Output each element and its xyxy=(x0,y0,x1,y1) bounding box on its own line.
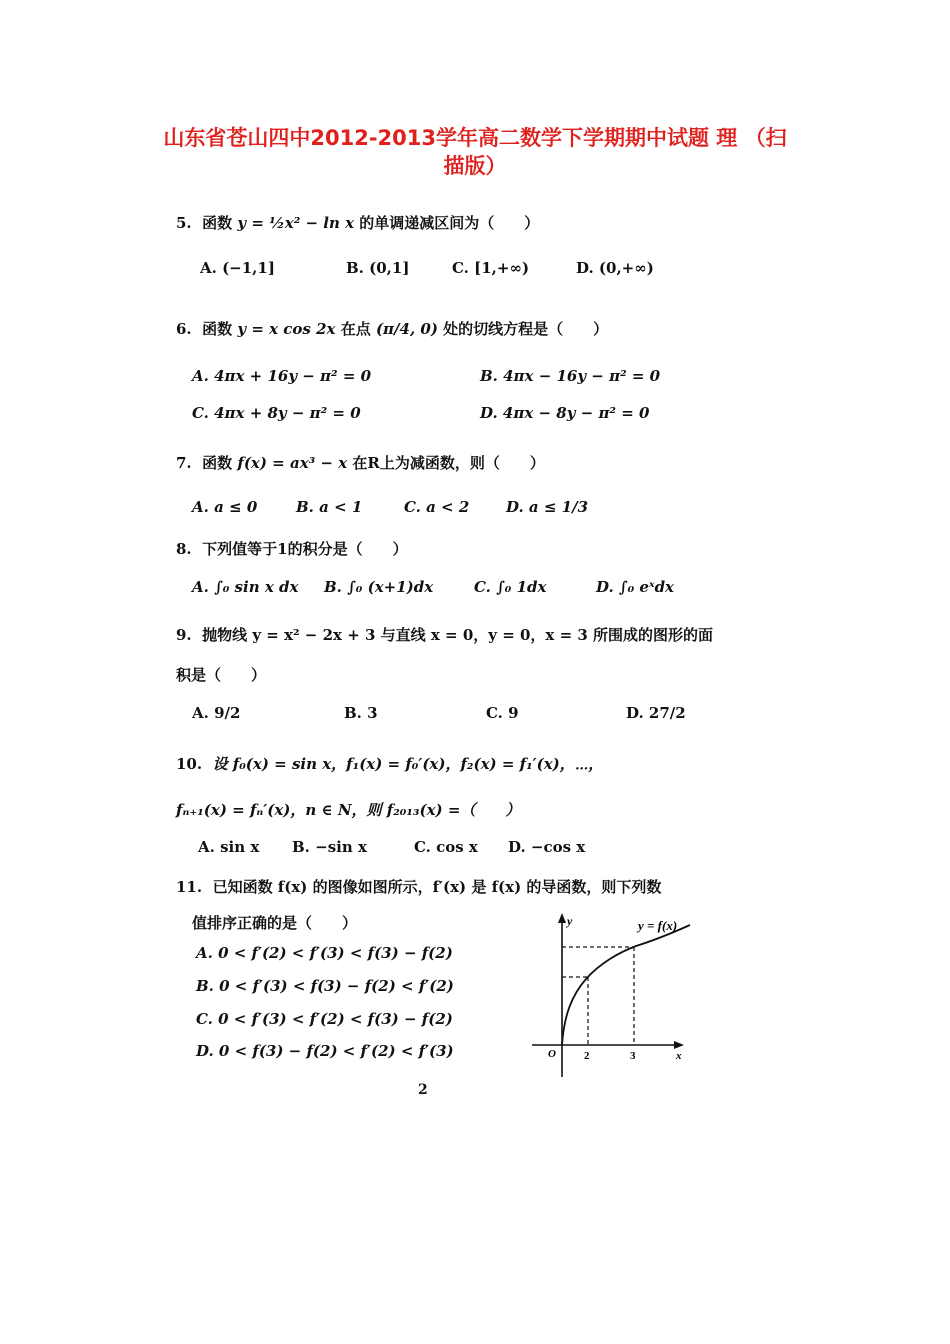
q5-option-d: D. (0,+∞) xyxy=(576,259,654,277)
question-number: 7. xyxy=(176,454,192,472)
question-9-line-2: 积是（ ） xyxy=(176,666,267,684)
page-number: 2 xyxy=(418,1082,428,1098)
question-stem-suffix: 在R上为减函数，则（ ） xyxy=(352,454,545,472)
question-number: 11. xyxy=(176,878,203,896)
q10-option-a: A. sin x xyxy=(198,838,260,856)
question-7 xyxy=(176,452,545,473)
question-stem: 下列值等于1的积分是（ ） xyxy=(202,540,408,558)
question-11-line-2: 值排序正确的是（ ） xyxy=(192,914,358,932)
question-stem-suffix: 的单调递减区间为（ ） xyxy=(359,214,540,232)
q9-option-c: C. 9 xyxy=(486,704,519,722)
q7-option-d: D. a ≤ 1/3 xyxy=(506,498,589,516)
curve-label: y = f(x) xyxy=(638,918,678,933)
question-number: 9. xyxy=(176,626,192,644)
question-10-line-2: fₙ₊₁(x) = fₙ′(x)，n ∈ N，则 f₂₀₁₃(x) =（ ） xyxy=(176,801,521,819)
x-axis-arrow xyxy=(674,1041,684,1049)
q7-option-b: B. a < 1 xyxy=(296,498,363,516)
q6-option-a: A. 4πx + 16y − π² = 0 xyxy=(192,367,372,385)
q8-option-a: A. ∫₀ sin x dx xyxy=(192,578,299,596)
q11-option-a: A. 0 < f′(2) < f′(3) < f(3) − f(2) xyxy=(196,944,453,962)
question-stem-line-1: 抛物线 y = x² − 2x + 3 与直线 x = 0，y = 0，x = 3 所围成的图形的面 xyxy=(202,626,714,644)
tick-3: 3 xyxy=(630,1050,636,1062)
q8-option-c: C. ∫₀ 1dx xyxy=(474,578,547,596)
q9-option-b: B. 3 xyxy=(344,704,378,722)
document-title xyxy=(140,124,810,180)
question-11 xyxy=(176,876,661,897)
q8-option-b: B. ∫₀ (x+1)dx xyxy=(324,578,434,596)
title-line-2: 描版） xyxy=(443,154,507,178)
q8-option-d: D. ∫₀ eˣdx xyxy=(596,578,675,596)
y-axis-arrow xyxy=(558,913,566,923)
q5-option-c: C. [1,+∞) xyxy=(452,259,530,277)
question-stem-suffix: 处的切线方程是（ ） xyxy=(443,320,609,338)
q5-option-a: A. (−1,1] xyxy=(200,259,275,277)
q11-option-d: D. 0 < f(3) − f(2) < f′(2) < f′(3) xyxy=(196,1042,454,1060)
title-line-1: 山东省苍山四中2012-2013学年高二数学下学期期中试题 理 （扫 xyxy=(163,126,787,150)
question-number: 5. xyxy=(176,214,192,232)
q10-option-b: B. −sin x xyxy=(292,838,367,856)
q9-option-d: D. 27/2 xyxy=(626,704,686,722)
q7-option-a: A. a ≤ 0 xyxy=(192,498,258,516)
tick-2: 2 xyxy=(584,1050,590,1062)
question-math: f(x) = ax³ − x xyxy=(237,454,348,472)
question-stem-prefix: 函数 xyxy=(202,214,233,232)
question-9 xyxy=(176,624,713,645)
q7-option-c: C. a < 2 xyxy=(404,498,470,516)
question-number: 10. xyxy=(176,755,203,773)
question-math: y = x cos 2x xyxy=(237,320,336,338)
question-stem-line-1: 设 f₀(x) = sin x，f₁(x) = f₀′(x)，f₂(x) = f₁′(x)，⋯， xyxy=(212,755,604,773)
q11-option-c: C. 0 < f′(3) < f′(2) < f(3) − f(2) xyxy=(196,1010,453,1028)
function-graph xyxy=(520,905,740,1085)
q10-option-d: D. −cos x xyxy=(508,838,586,856)
question-number: 6. xyxy=(176,320,192,338)
question-5 xyxy=(176,212,539,233)
q5-option-b: B. (0,1] xyxy=(346,259,410,277)
q6-option-c: C. 4πx + 8y − π² = 0 xyxy=(192,404,361,422)
question-stem-prefix: 函数 xyxy=(202,320,233,338)
x-label: x xyxy=(676,1050,682,1062)
question-stem-prefix: 函数 xyxy=(202,454,233,472)
question-math: y = ½x² − ln x xyxy=(237,214,355,232)
question-stem-line-1: 已知函数 f(x) 的图像如图所示，f′(x) 是 f(x) 的导函数，则下列数 xyxy=(212,878,662,896)
question-point: (π/4, 0) xyxy=(375,320,438,338)
question-6 xyxy=(176,318,608,339)
q6-option-d: D. 4πx − 8y − π² = 0 xyxy=(480,404,650,422)
q10-option-c: C. cos x xyxy=(414,838,478,856)
curve-fx xyxy=(562,925,690,1045)
q9-option-a: A. 9/2 xyxy=(192,704,241,722)
q11-option-b: B. 0 < f′(3) < f(3) − f(2) < f′(2) xyxy=(196,977,454,995)
question-stem-mid: 在点 xyxy=(340,320,371,338)
question-8 xyxy=(176,538,408,559)
question-10 xyxy=(176,753,603,774)
origin-label: O xyxy=(548,1048,556,1060)
question-number: 8. xyxy=(176,540,192,558)
q6-option-b: B. 4πx − 16y − π² = 0 xyxy=(480,367,661,385)
y-label: y xyxy=(567,914,573,928)
